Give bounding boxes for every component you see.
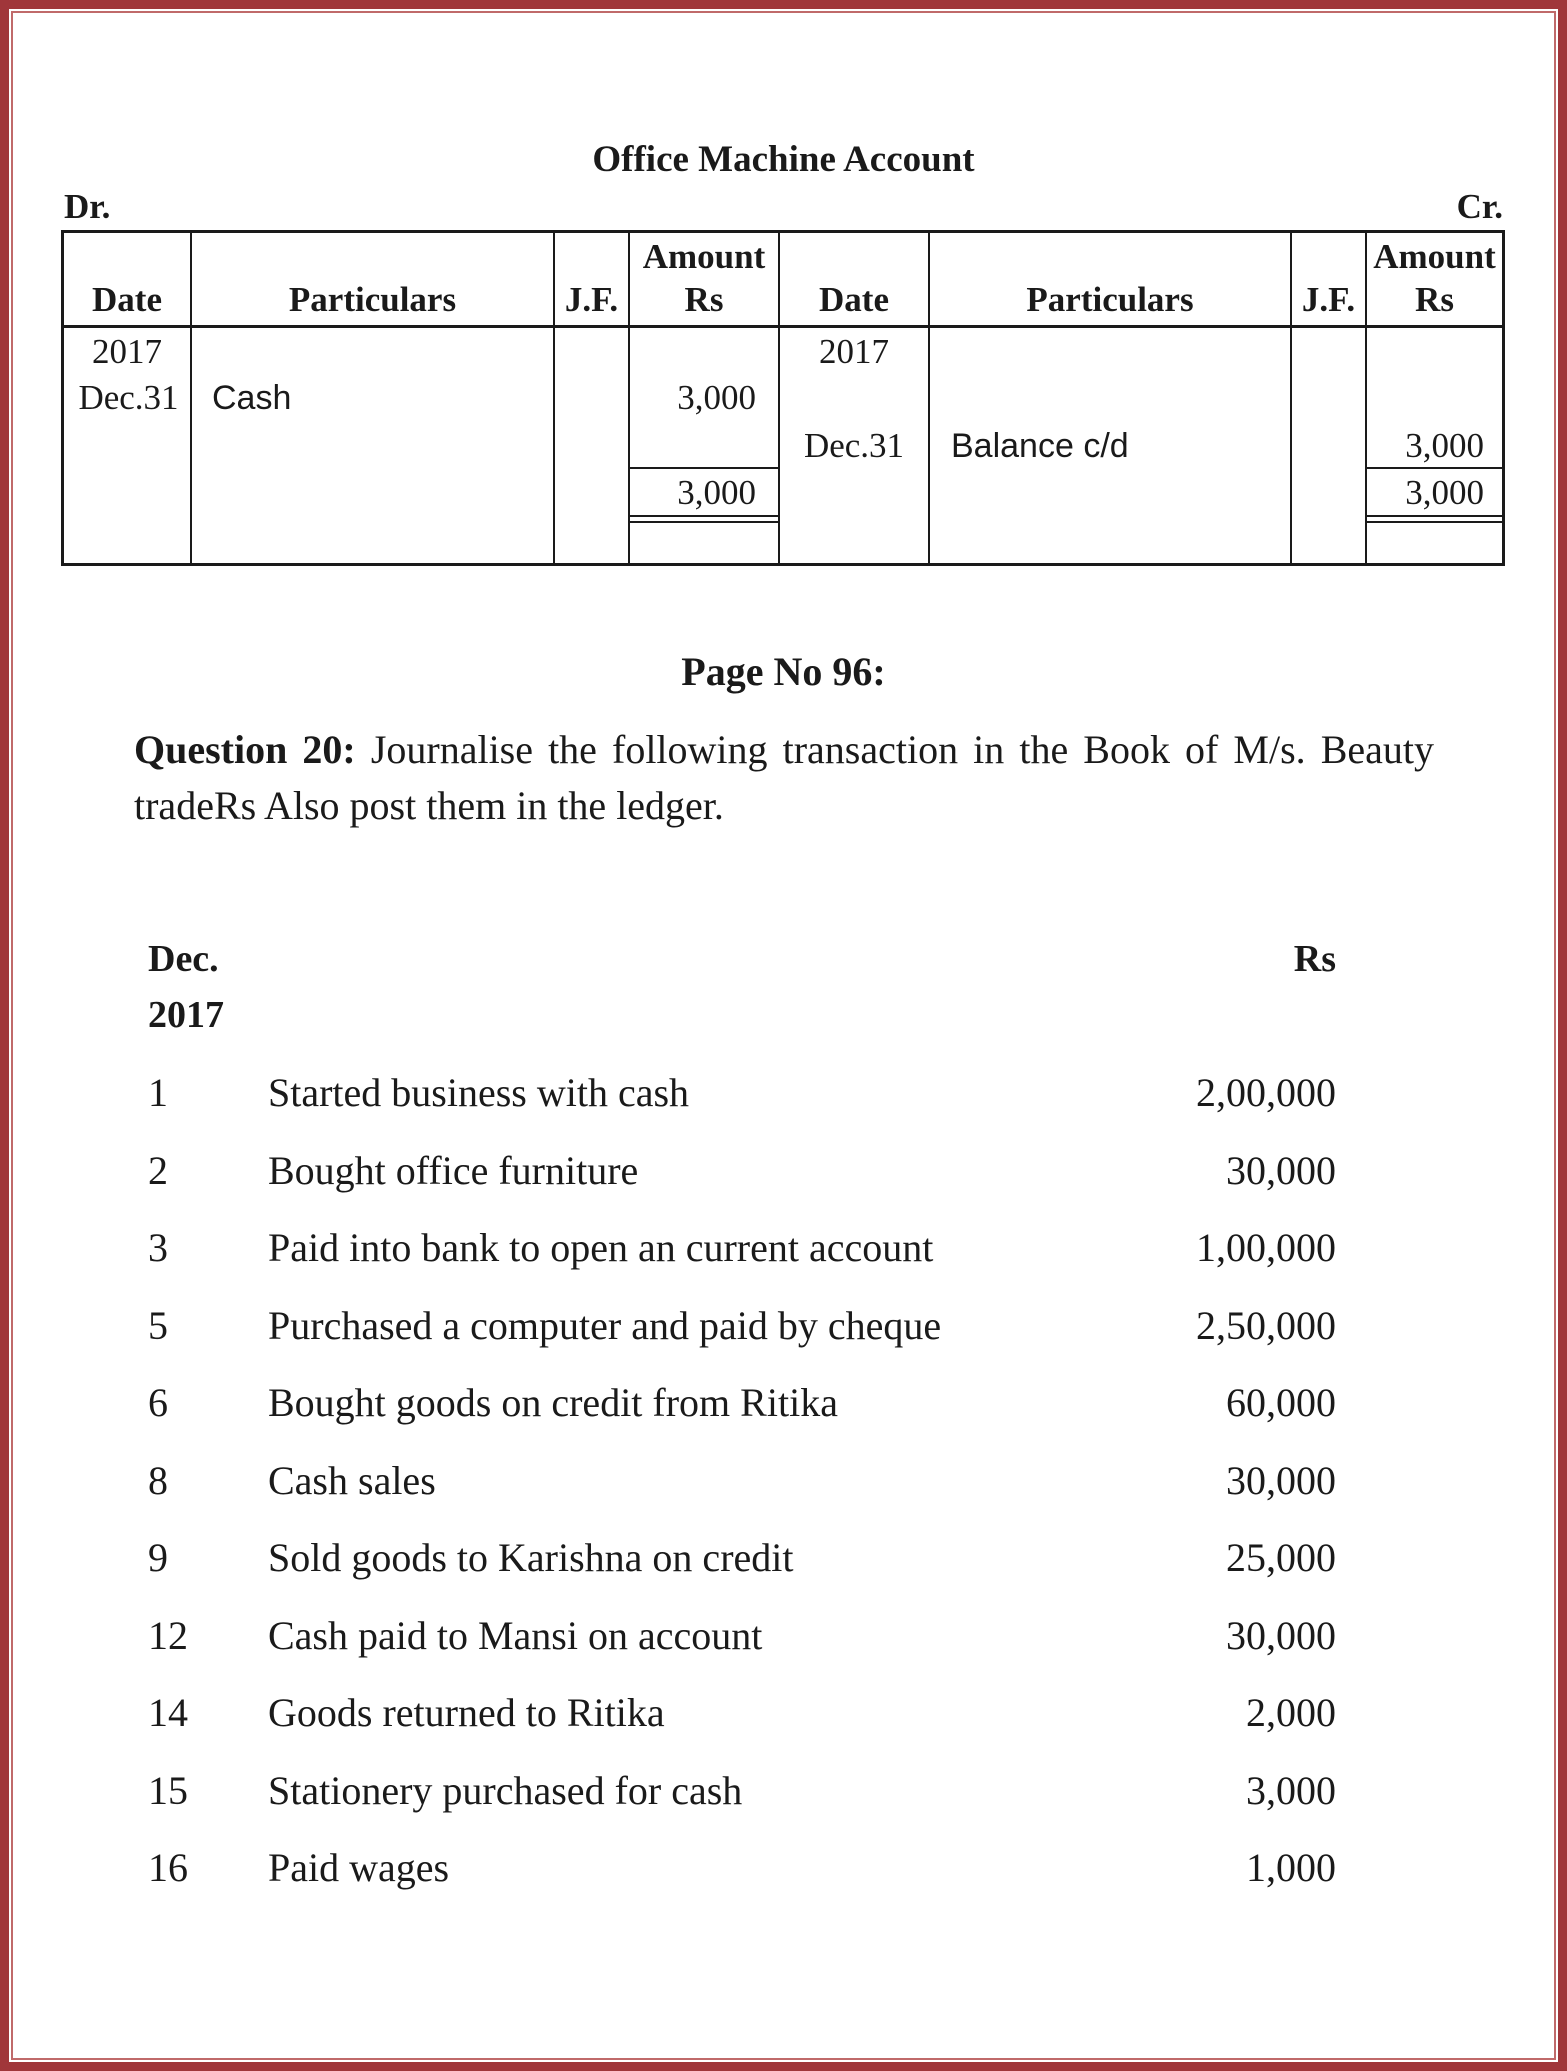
credit-particulars: Balance c/d	[951, 427, 1129, 465]
credit-date: Dec.31	[803, 426, 905, 465]
credit-label: Cr.	[1456, 187, 1503, 226]
transaction-day: 9	[148, 1535, 168, 1580]
debit-date: Dec.31	[78, 378, 179, 417]
transaction-day: 3	[148, 1225, 168, 1270]
transaction-amount: 60,000	[1226, 1380, 1336, 1425]
transaction-description: Started business with cash	[268, 1070, 690, 1115]
debit-year: 2017	[92, 332, 162, 371]
transaction-description: Cash sales	[268, 1458, 436, 1503]
credit-total-double-rule	[1365, 515, 1502, 517]
debit-total-top-rule	[628, 467, 778, 469]
transaction-day: 15	[148, 1768, 188, 1813]
header-jf: J.F.	[1301, 280, 1356, 319]
transactions-currency: Rs	[1293, 938, 1336, 980]
transaction-amount: 1,000	[1246, 1845, 1336, 1890]
page-number-heading: Page No 96:	[681, 649, 886, 694]
transactions-month: Dec.	[148, 938, 219, 980]
transaction-description: Cash paid to Mansi on account	[268, 1613, 763, 1658]
header-date: Date	[92, 280, 162, 319]
transaction-day: 8	[148, 1458, 168, 1503]
transaction-day: 5	[148, 1303, 168, 1348]
question-text	[134, 722, 1434, 834]
transaction-amount: 30,000	[1226, 1613, 1336, 1658]
ledger-title: Office Machine Account	[592, 139, 975, 180]
debit-label: Dr.	[64, 187, 111, 226]
transaction-day: 6	[148, 1380, 168, 1425]
ledger-table	[61, 230, 1505, 566]
header-particulars: Particulars	[1026, 280, 1194, 319]
transaction-amount: 1,00,000	[1196, 1225, 1336, 1270]
transaction-amount: 30,000	[1226, 1148, 1336, 1193]
header-amount: Amount	[1373, 237, 1496, 276]
transaction-day: 1	[148, 1070, 168, 1115]
transaction-amount: 2,50,000	[1196, 1303, 1336, 1348]
credit-year: 2017	[819, 332, 889, 371]
header-currency: Rs	[1415, 280, 1454, 319]
header-particulars: Particulars	[288, 280, 457, 319]
transaction-description: Goods returned to Ritika	[268, 1690, 665, 1735]
debit-total-double-rule	[628, 521, 778, 523]
transaction-description: Bought goods on credit from Ritika	[268, 1380, 838, 1425]
header-currency: Rs	[684, 280, 724, 319]
transaction-day: 2	[148, 1148, 168, 1193]
transaction-amount: 25,000	[1226, 1535, 1336, 1580]
transaction-day: 12	[148, 1613, 188, 1658]
question-label: Question 20:	[134, 727, 356, 772]
credit-total-double-rule	[1365, 521, 1502, 523]
header-jf: J.F.	[564, 280, 619, 319]
transaction-description: Paid wages	[268, 1845, 450, 1890]
header-date: Date	[819, 280, 889, 319]
transaction-description: Stationery purchased for cash	[268, 1768, 743, 1813]
header-divider	[64, 325, 1502, 328]
credit-amount: 3,000	[1405, 426, 1484, 465]
question-body: Journalise the following transaction in the Book of M/s. Beauty tradeRs Also post them in the ledger.	[134, 727, 1434, 828]
credit-total-top-rule	[1365, 467, 1502, 469]
transaction-amount: 30,000	[1226, 1458, 1336, 1503]
debit-total: 3,000	[677, 473, 756, 512]
transaction-amount: 2,00,000	[1196, 1070, 1336, 1115]
transactions-year: 2017	[148, 994, 224, 1036]
credit-total: 3,000	[1405, 473, 1484, 512]
transaction-day: 16	[148, 1845, 188, 1890]
transaction-description: Sold goods to Karishna on credit	[268, 1535, 794, 1580]
transaction-description: Paid into bank to open an current account	[268, 1225, 934, 1270]
debit-total-double-rule	[628, 515, 778, 517]
header-amount: Amount	[642, 237, 766, 276]
transaction-day: 14	[148, 1690, 188, 1735]
transaction-description: Bought office furniture	[268, 1148, 639, 1193]
transaction-description: Purchased a computer and paid by cheque	[268, 1303, 942, 1348]
debit-amount: 3,000	[677, 378, 756, 417]
transaction-amount: 2,000	[1246, 1690, 1336, 1735]
debit-particulars: Cash	[212, 379, 292, 417]
transaction-amount: 3,000	[1246, 1768, 1336, 1813]
